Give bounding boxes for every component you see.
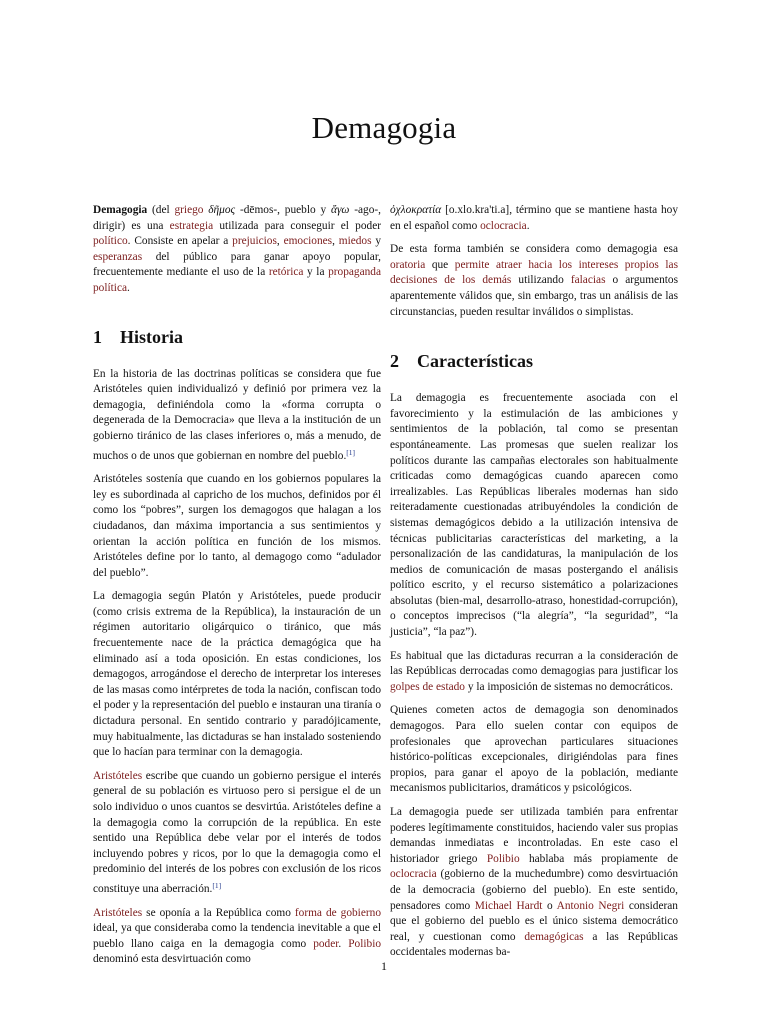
text: utilizada para conseguir el poder [213, 219, 382, 232]
text: , [276, 235, 284, 248]
link-oclocracia[interactable]: oclocracia [480, 219, 527, 232]
paragraph: La demagogia es frecuentemente asociada con el favorecimiento y la estimulación de las ambiciones y sentimientos de la población, tal como se presentan espontáneamente. Las promesas que suelen realizar los políticos durante las campañas electorales son habitualmente criticadas como demagógicas cuando aparecen como irrealizables. Las Repúblicas liberales modernas han sido reiteradamente cuestionadas atribuyéndoles la condición de sistemas demagógicos debido a la utilización intensiva de técnicas publicitarias características del marketing, a la personalización de las candidaturas, la manipulación de los medios de comunicación de masas postergando el análisis político escrito, y el recurso sistemático a polarizaciones absolutas (bien-mal, desarrollo-atraso, honestidad-corrupción), o conceptos imprecisos (“la alegría”, “la seguridad”, “la justicia”, “la paz”). [390, 392, 678, 639]
greek-word: δῆμος [208, 204, 236, 216]
link-demagogicas[interactable]: demagógicas [524, 930, 584, 943]
link-propaganda-politica[interactable]: propaganda política [93, 266, 381, 294]
link-prejuicios[interactable]: prejuicios [232, 235, 277, 248]
paragraph [390, 203, 678, 234]
text: [o.xlo.kra'ti.a], término que se mantiene hasta hoy en el español como [390, 204, 678, 232]
link-retorica[interactable]: retórica [268, 266, 304, 279]
link-poder[interactable]: poder [313, 937, 339, 950]
text: del público para ganar apoyo popular, frecuentemente mediante el uso de la [93, 250, 381, 279]
text: La demagogia puede ser utilizada también para enfrentar poderes legítimamente constituidos, haciendo valer sus propias demandas inmediatas e incontroladas. En este caso el historiador griego [390, 806, 678, 865]
text: -ago-, dirigir) es una [93, 204, 382, 232]
section-title: Historia [120, 326, 183, 347]
link-emociones[interactable]: emociones [283, 235, 333, 248]
paragraph [93, 367, 381, 465]
link-michael-hardt[interactable]: Michael Hardt [474, 899, 543, 912]
citation-link[interactable]: [1] [212, 880, 222, 890]
paragraph [93, 769, 381, 898]
text: y la imposición de sistemas no democráticos. [464, 680, 673, 693]
text: . [338, 937, 349, 950]
text: -dēmos-, pueblo y [235, 204, 331, 216]
text: En la historia de las doctrinas políticas se considera que fue Aristóteles quien individualizó y definió por primera vez la demagogia, definiéndola como la «forma corrupta o degenerada de la Democracia» que lleva a la institución de un gobierno tiránico de las clases inferiores o, más a menudo, de muchos o de unos que gobiernan en nombre del pueblo. [93, 367, 381, 462]
paragraph: Aristóteles sostenía que cuando en los gobiernos populares la ley es subordinada al capricho de los muchos, definidos por él como los “pobres”, surgen los demagogos que halagan a los ciudadanos, dan máxima importancia a sus sentimientos y orientan la acción política en función de los mismos. Aristóteles define por lo tanto, al demagogo como “adulador del pueblo”. [93, 473, 381, 579]
text: que [425, 258, 455, 271]
text: se oponía a la República como [142, 906, 295, 919]
text: o argumentos aparentemente válidos que, sin embargo, tras un análisis de las circunstancias, pueden resultar inválidos o simplistas. [390, 274, 678, 318]
text: y la [303, 266, 329, 279]
text: . Consiste en apelar a [127, 235, 233, 248]
link-oratoria[interactable]: oratoria [390, 258, 426, 271]
link-permite-atraer[interactable]: permite atraer hacia los intereses propios las decisiones de los demás [390, 258, 678, 287]
text: utilizando [511, 274, 571, 287]
paragraph: Quienes cometen actos de demagogia son denominados demagogos. Para ello suelen contar con equipos de profesionales que aprovechan particulares situaciones histórico-políticas excepcionales, dirigiéndolas para fines propios, para ganar el apoyo de la población, mediante mecanismos publicitarios, dramáticos y psicológicos. [390, 704, 678, 795]
paragraph [390, 242, 678, 320]
link-forma-de-gobierno[interactable]: forma de gobierno [294, 906, 381, 919]
text: consideran que el gobierno del pueblo es el único sistema democrático real, y cuestionan como [390, 899, 678, 943]
text: De esta forma también se considera como demagogia esa [390, 243, 678, 256]
text: y [371, 235, 382, 248]
left-column [93, 203, 381, 976]
page-title: Demagogia [311, 110, 457, 145]
page-number: 1 [381, 959, 387, 973]
text: escribe que cuando un gobierno persigue el interés general de su población es virtuoso pero si persigue el de un solo individuo o unos cuantos se desvirtúa. Aristóteles define a la demagogia como la corrupción de la república. En este sentido una República debe velar por el interés de todos incluyendo pobres y ricos, por lo que la demagogia como el predominio del interés de los pobres con exclusión de los ricos constituye una aberración. [93, 769, 381, 895]
paragraph: La demagogia según Platón y Aristóteles, puede producir (como crisis extrema de la República), la instauración de un régimen autoritario oligárquico o tiránico, que más frecuentemente nace de la práctica demagógica que ha eliminado así a toda oposición. En estas condiciones, los demagogos, arrogándose el derecho de interpretar los intereses de las masas como intérpretes de toda la nación, confiscan todo el poder y la representación del pueblo e instauran una tiranía o dictadura personal. En sentido contrario y paradójicamente, muy habitualmente, las dictaduras se han instalado sosteniendo que lo hacían para terminar con la demagogia. [93, 590, 381, 759]
link-estrategia[interactable]: estrategia [169, 219, 214, 232]
text: a las Repúblicas occidentales modernas ba- [390, 930, 678, 959]
text: , [332, 235, 339, 248]
link-polibio[interactable]: Polibio [486, 852, 520, 865]
link-polibio[interactable]: Polibio [348, 937, 382, 950]
section-number: 2 [390, 351, 399, 372]
greek-word: ἄγω [330, 204, 350, 216]
link-esperanzas[interactable]: esperanzas [93, 250, 143, 263]
text: hablaba más propiamente de [519, 852, 678, 865]
link-aristoteles[interactable]: Aristóteles [93, 906, 143, 919]
text: Es habitual que las dictaduras recurran a la consideración de las Repúblicas derrocadas como demagogias para justificar los [390, 649, 678, 678]
section-heading-caracteristicas [390, 351, 678, 371]
section-number: 1 [93, 326, 102, 347]
text: o [542, 899, 557, 912]
text: (del [147, 204, 175, 216]
link-aristoteles[interactable]: Aristóteles [93, 769, 143, 782]
term-bold: Demagogia [93, 204, 148, 216]
link-oclocracia[interactable]: oclocracia [390, 868, 437, 881]
text: denominó esta desvirtuación como [93, 953, 251, 966]
text: ideal, ya que consideraba como la tendencia inevitable a que el pueblo llano caiga en la demagogia como [93, 922, 381, 950]
link-falacias[interactable]: falacias [570, 274, 606, 287]
right-column [390, 203, 678, 969]
link-golpes-de-estado[interactable]: golpes de estado [390, 680, 465, 693]
link-miedos[interactable]: miedos [338, 235, 372, 248]
paragraph [390, 805, 678, 961]
text: . [127, 281, 130, 294]
paragraph [390, 649, 678, 696]
citation-link[interactable]: [1] [346, 447, 356, 457]
text: (gobierno de la muchedumbre) como desvirtuación de la democracia (gobierno del pueblo). En este sentido, pensadores como [390, 868, 678, 912]
section-title: Características [417, 351, 533, 372]
text: . [526, 219, 530, 232]
link-griego[interactable]: griego [174, 204, 204, 216]
intro-paragraph [93, 203, 381, 297]
greek-word: ὀχλοκρατία [390, 204, 442, 216]
section-heading-historia [93, 327, 381, 347]
link-antonio-negri[interactable]: Antonio Negri [556, 899, 625, 912]
link-politico[interactable]: político [93, 235, 128, 248]
